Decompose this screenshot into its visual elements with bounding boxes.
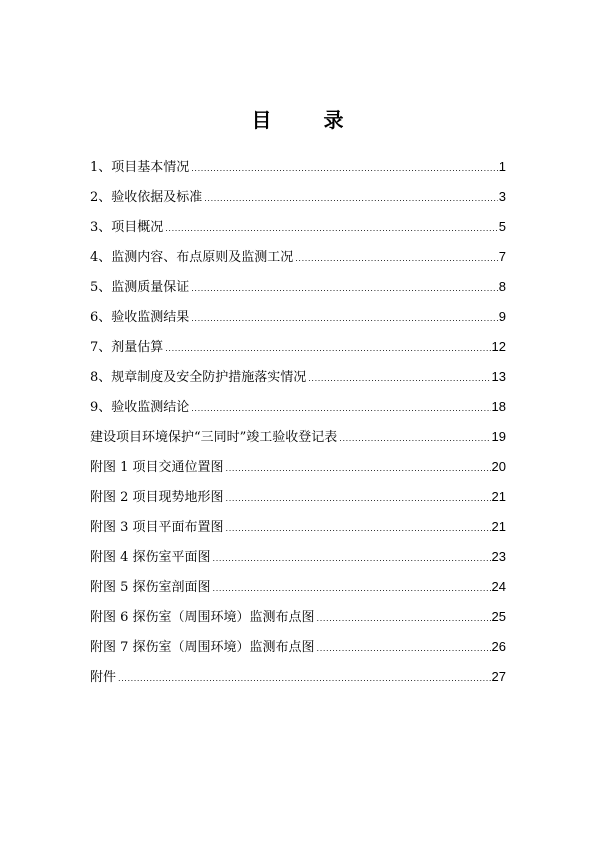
toc-entry-text: 附图 5 探伤室剖面图 (90, 580, 211, 595)
toc-dot-leader (308, 369, 490, 389)
toc-entry-text: 附图 7 探伤室（周围环境）监测布点图 (90, 640, 315, 655)
toc-entry-text: 附图 1 项目交通位置图 (90, 460, 224, 475)
toc-page-number: 20 (491, 459, 506, 474)
toc-entry-text: 附图 4 探伤室平面图 (90, 550, 211, 565)
toc-entry-text: 8、规章制度及安全防护措施落实情况 (90, 370, 307, 385)
toc-entry-text: 7、剂量估算 (90, 340, 164, 355)
toc-entry[interactable] (90, 487, 506, 517)
toc-dot-leader (226, 459, 491, 479)
toc-page-number: 21 (491, 489, 506, 504)
toc-dot-leader (226, 489, 491, 509)
toc-dot-leader (191, 399, 490, 419)
toc-entry[interactable] (90, 337, 506, 367)
table-of-contents (90, 157, 506, 697)
toc-page-number: 13 (491, 369, 506, 384)
toc-page-number: 25 (491, 609, 506, 624)
toc-entry-text: 9、验收监测结论 (90, 400, 190, 415)
toc-page-number: 3 (498, 189, 506, 204)
toc-dot-leader (204, 189, 497, 209)
toc-entry[interactable] (90, 517, 506, 547)
toc-entry-text: 附图 3 项目平面布置图 (90, 520, 224, 535)
toc-dot-leader (191, 279, 497, 299)
toc-entry-text: 建设项目环境保护“三同时”竣工验收登记表 (90, 430, 338, 445)
toc-entry[interactable] (90, 607, 506, 637)
toc-entry[interactable] (90, 157, 506, 187)
toc-page-number: 5 (498, 219, 506, 234)
toc-entry-text: 附图 2 项目现势地形图 (90, 490, 224, 505)
toc-entry[interactable] (90, 577, 506, 607)
toc-page-number: 8 (498, 279, 506, 294)
toc-page-number: 1 (498, 159, 506, 174)
toc-dot-leader (118, 669, 491, 689)
toc-entry-text: 3、项目概况 (90, 220, 164, 235)
toc-entry[interactable] (90, 307, 506, 337)
toc-dot-leader (317, 609, 491, 629)
toc-page-number: 7 (498, 249, 506, 264)
toc-page-number: 19 (491, 429, 506, 444)
toc-dot-leader (213, 579, 491, 599)
toc-entry-text: 2、验收依据及标准 (90, 190, 203, 205)
toc-page-number: 21 (491, 519, 506, 534)
toc-dot-leader (213, 549, 491, 569)
toc-page-number: 26 (491, 639, 506, 654)
toc-page-number: 23 (491, 549, 506, 564)
toc-entry[interactable] (90, 397, 506, 427)
toc-entry-text: 附图 6 探伤室（周围环境）监测布点图 (90, 610, 315, 625)
toc-dot-leader (191, 309, 497, 329)
toc-title: 目 录 (251, 108, 360, 132)
toc-entry[interactable] (90, 217, 506, 247)
toc-page-number: 9 (498, 309, 506, 324)
toc-dot-leader (317, 639, 491, 659)
toc-entry[interactable] (90, 187, 506, 217)
toc-entry-text: 5、监测质量保证 (90, 280, 190, 295)
toc-entry-text: 附件 (90, 670, 117, 685)
toc-entry[interactable] (90, 277, 506, 307)
toc-dot-leader (165, 219, 497, 239)
toc-page-number: 12 (491, 339, 506, 354)
toc-entry-text: 4、监测内容、布点原则及监测工况 (90, 250, 294, 265)
toc-entry[interactable] (90, 547, 506, 577)
toc-entry[interactable] (90, 367, 506, 397)
toc-entry-text: 6、验收监测结果 (90, 310, 190, 325)
toc-entry[interactable] (90, 637, 506, 667)
toc-entry[interactable] (90, 427, 506, 457)
toc-page-number: 24 (491, 579, 506, 594)
toc-page-number: 27 (491, 669, 506, 684)
toc-dot-leader (165, 339, 490, 359)
toc-entry[interactable] (90, 667, 506, 697)
toc-entry[interactable] (90, 247, 506, 277)
toc-dot-leader (339, 429, 490, 449)
toc-entry[interactable] (90, 457, 506, 487)
toc-dot-leader (226, 519, 491, 539)
toc-entry-text: 1、项目基本情况 (90, 160, 190, 175)
toc-page-number: 18 (491, 399, 506, 414)
toc-dot-leader (295, 249, 497, 269)
toc-dot-leader (191, 159, 497, 179)
